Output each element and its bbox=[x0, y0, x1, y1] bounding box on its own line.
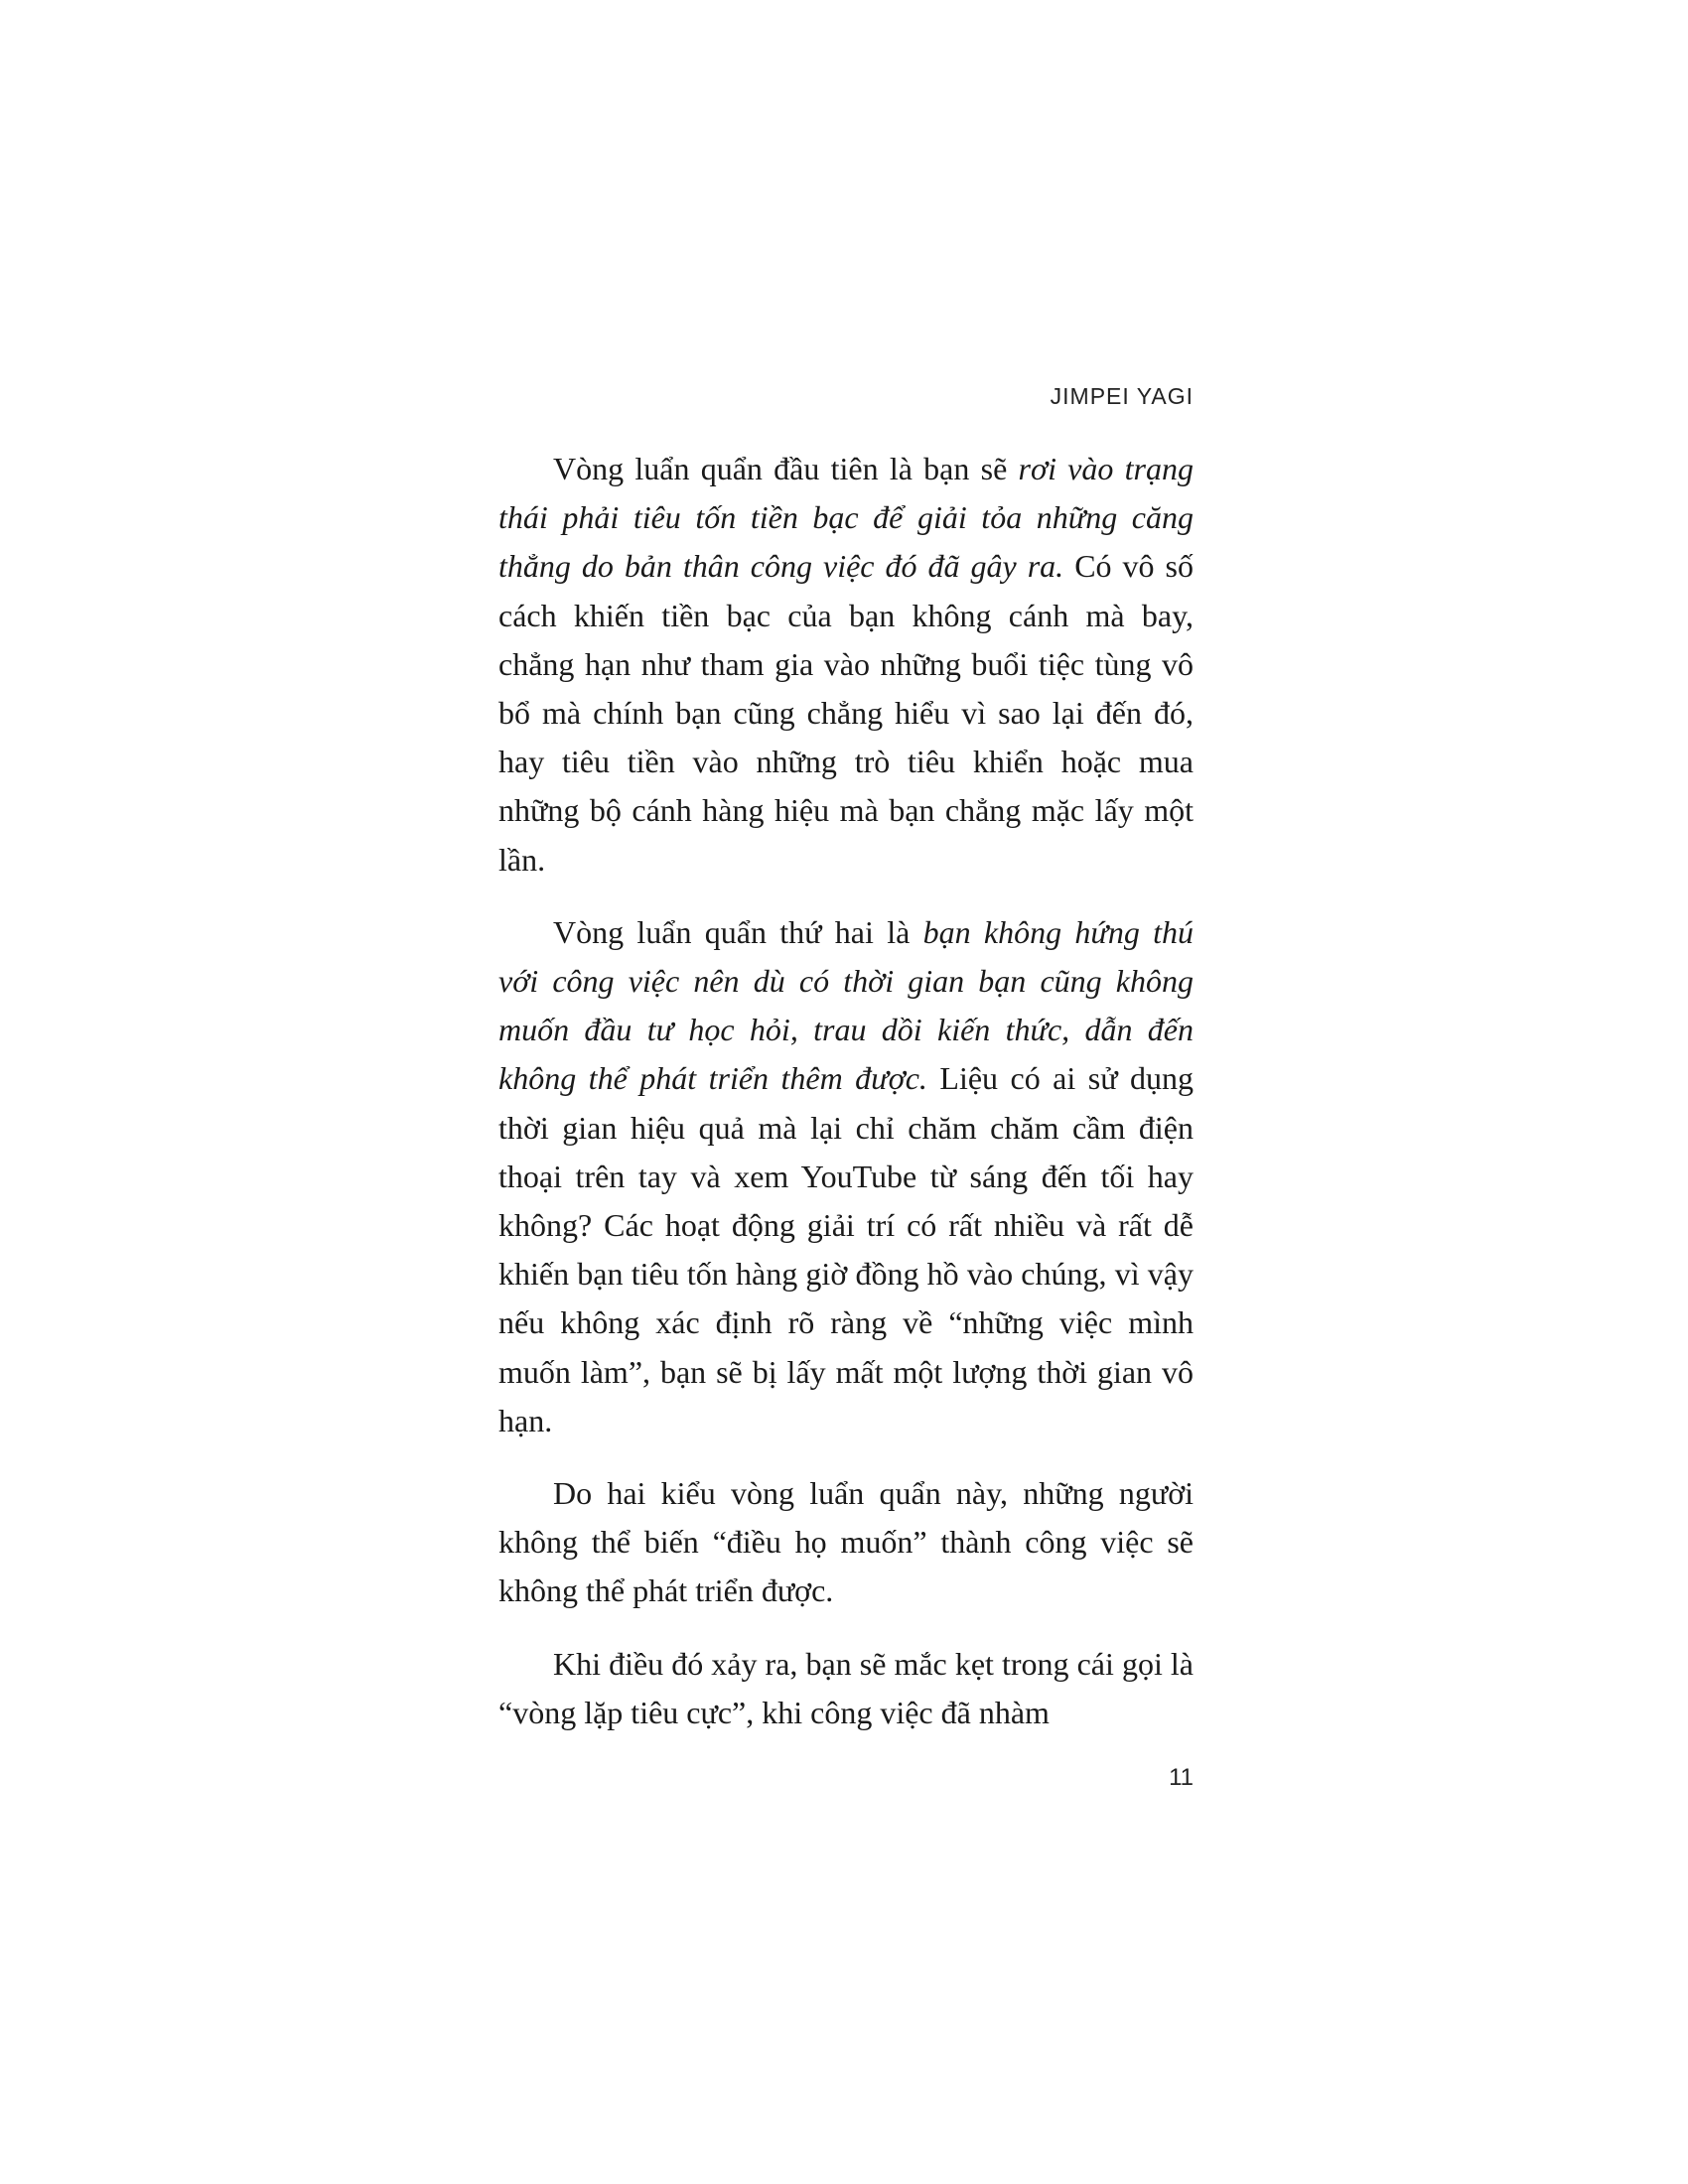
paragraph-4: Khi điều đó xảy ra, bạn sẽ mắc kẹt trong cái gọi là “vòng lặp tiêu cực”, khi công việc đã nhàm bbox=[498, 1645, 1194, 1730]
paragraph-2-rest: Liệu có ai sử dụng thời gian hiệu quả mà lại chỉ chăm chăm cầm điện thoại trên tay và xem YouTube từ sáng đến tối hay không? Các hoạt động giải trí có rất nhiều và rất dễ khiến bạn tiêu tốn hàng giờ đồng hồ vào chúng, vì vậy nếu không xác định rõ ràng về “những việc mình muốn làm”, bạn sẽ bị lấy mất một lượng thời gian vô hạn. bbox=[498, 1060, 1195, 1438]
paragraph-1-lead: Vòng luẩn quẩn đầu tiên là bạn sẽ bbox=[553, 451, 1019, 486]
page-number: 11 bbox=[1169, 1764, 1194, 1791]
paragraph-1-emphasis: rơi vào trạng thái phải tiêu tốn tiền bạc để giải tỏa những căng thẳng do bản thân công việc đó đã gây ra. bbox=[498, 451, 1195, 585]
paragraph-2-emphasis: bạn không hứng thú với công việc nên dù có thời gian bạn cũng không muốn đầu tư học hỏi, trau dồi kiến thức, dẫn đến không thể phát triển thêm được. bbox=[498, 913, 1195, 1097]
paragraph-3: Do hai kiểu vòng luẩn quẩn này, những người không thể biến “điều họ muốn” thành công việc sẽ không thể phát triển được. bbox=[498, 1475, 1194, 1609]
body-text bbox=[498, 445, 1194, 1737]
paragraph-2-lead: Vòng luẩn quẩn thứ hai là bbox=[553, 913, 923, 950]
paragraph-1-rest: Có vô số cách khiến tiền bạc của bạn không cánh mà bay, chẳng hạn như tham gia vào những buổi tiệc tùng vô bổ mà chính bạn cũng chẳng hiểu vì sao lại đến đó, hay tiêu tiền vào những trò tiêu khiển hoặc mua những bộ cánh hàng hiệu mà bạn chẳng mặc lấy một lần. bbox=[498, 548, 1195, 878]
paragraph-1 bbox=[498, 445, 1194, 885]
paragraph-2 bbox=[498, 908, 1194, 1445]
running-header-author: JIMPEI YAGI bbox=[1050, 383, 1194, 409]
